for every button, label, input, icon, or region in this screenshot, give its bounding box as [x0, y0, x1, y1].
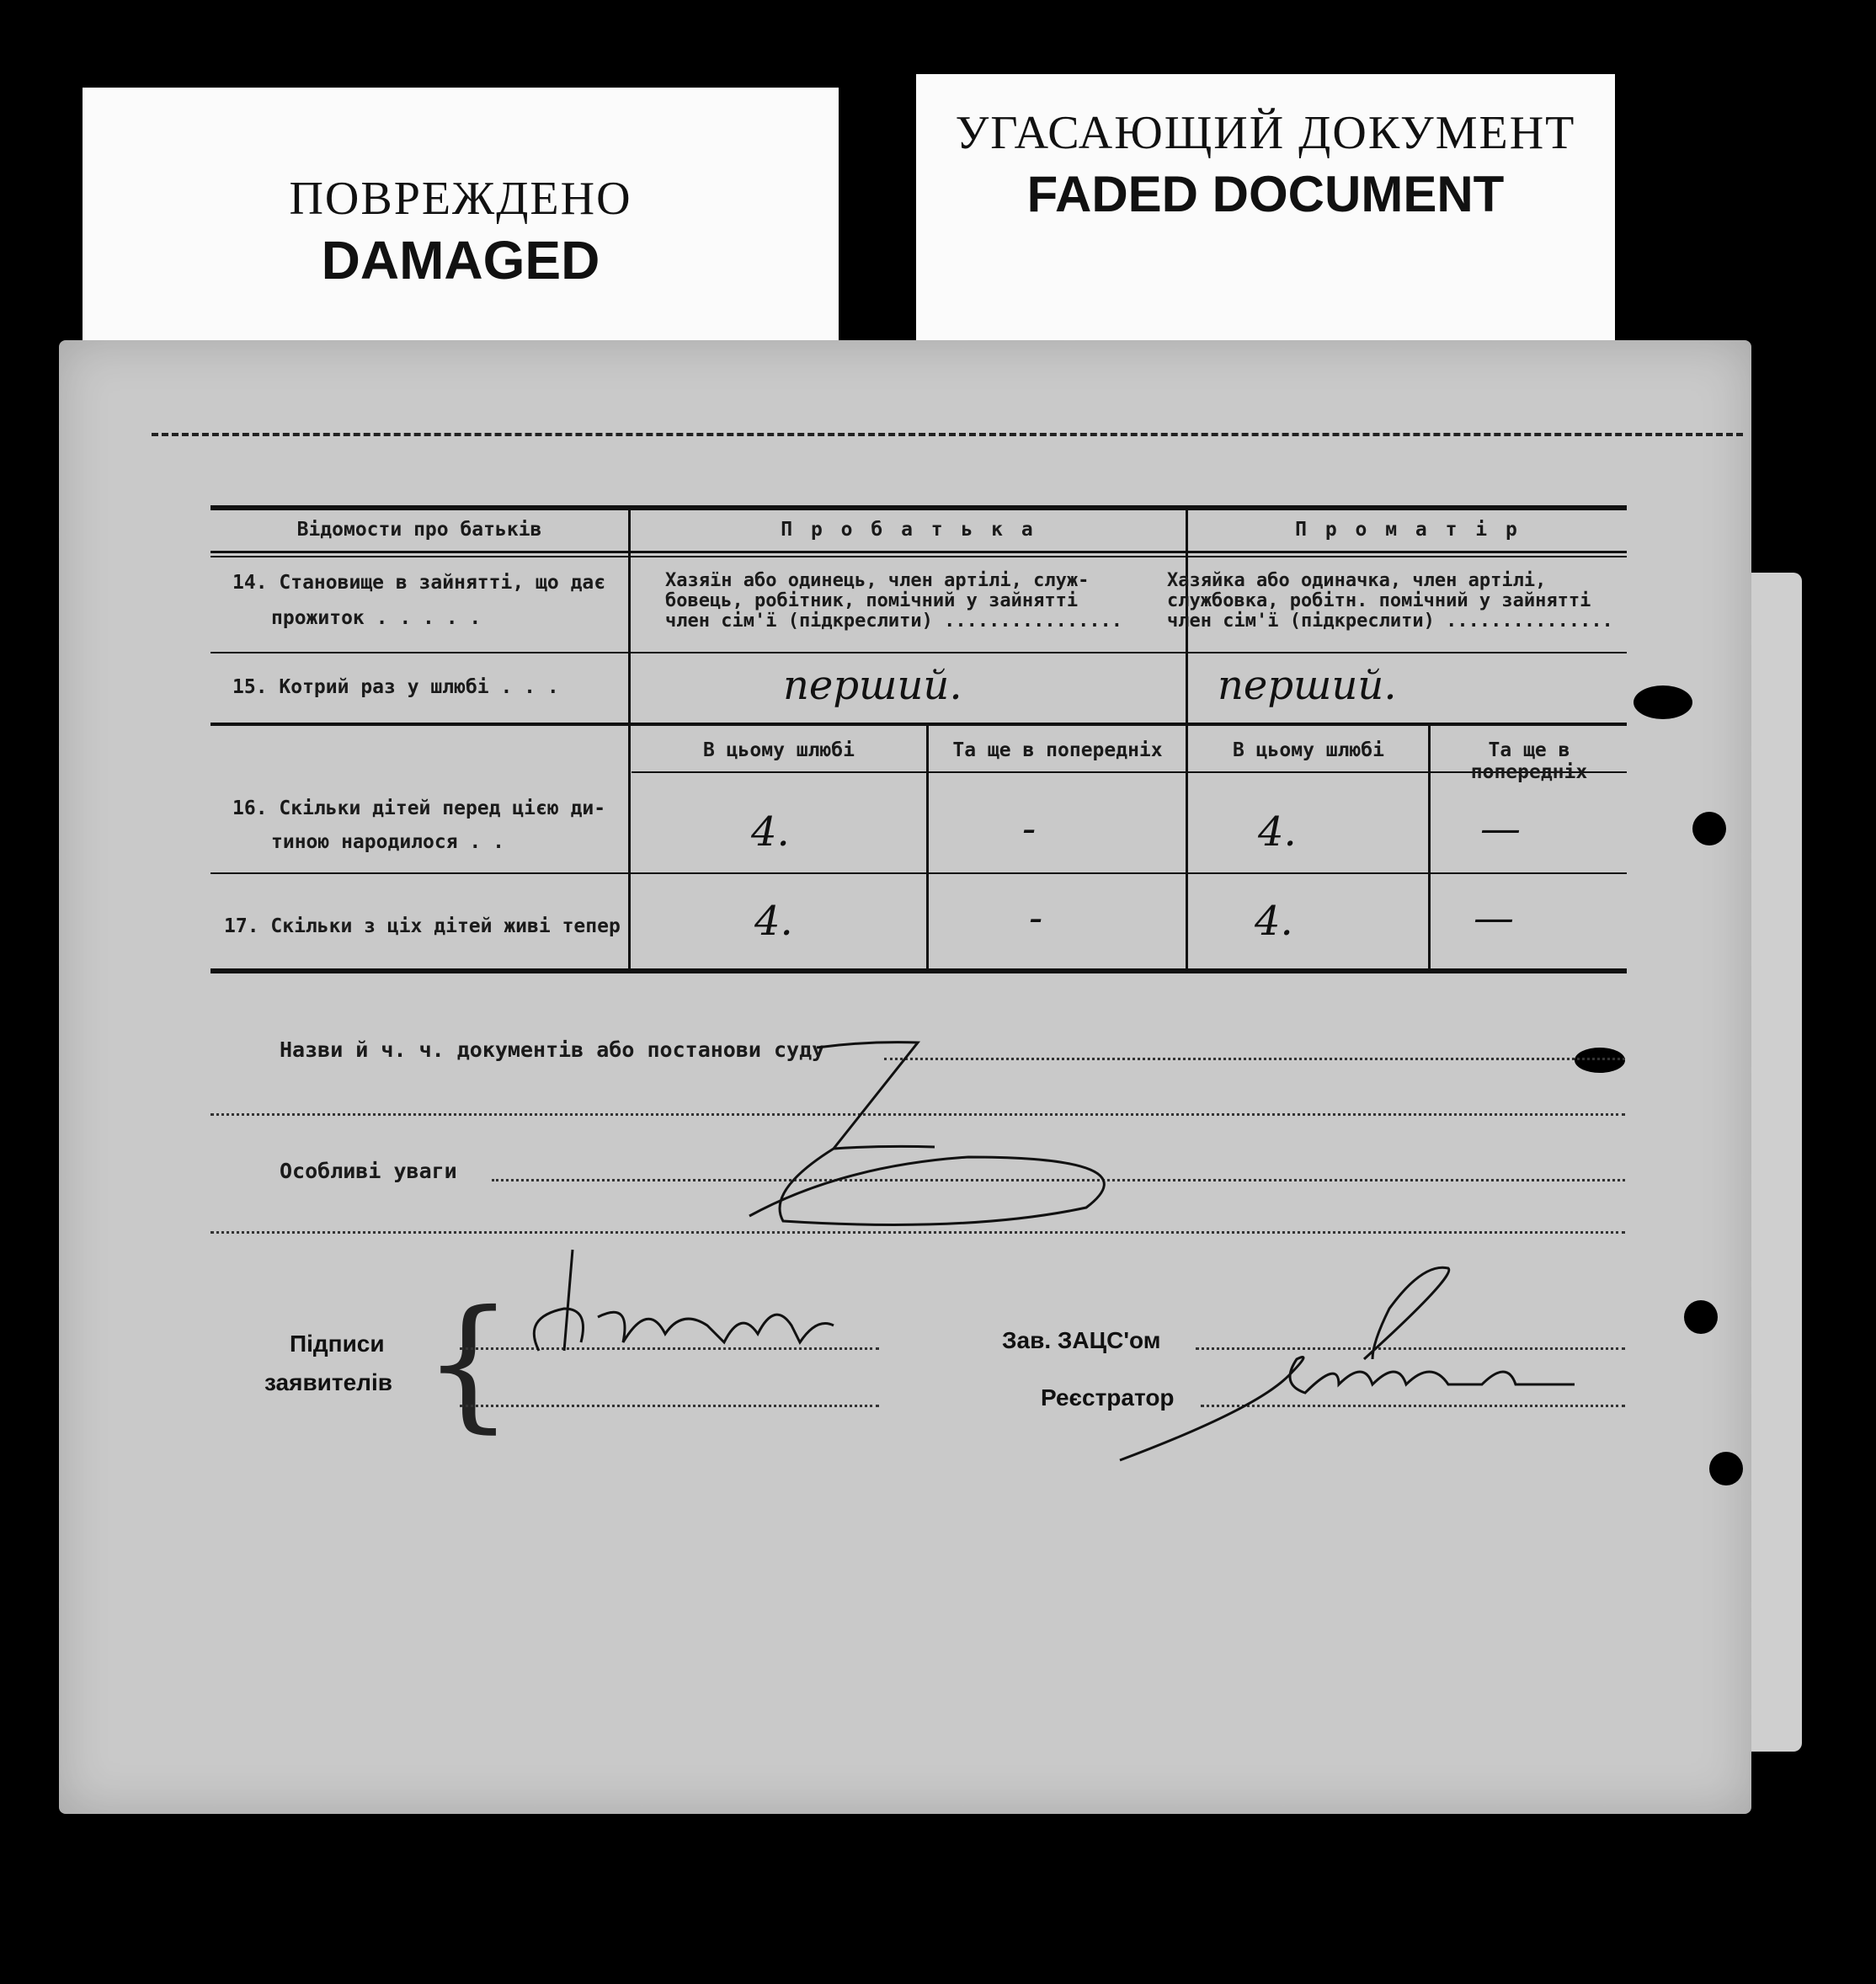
row14-mother-options	[1167, 571, 1613, 632]
damaged-label-en: DAMAGED	[321, 230, 600, 291]
row15-father-value: перший.	[783, 662, 962, 709]
damaged-label-card	[83, 88, 839, 365]
strike-through-mark	[716, 1031, 1187, 1233]
row16-father-prev: -	[1022, 805, 1037, 852]
paper-damage	[1692, 812, 1726, 845]
row15-mother-value: перший.	[1218, 662, 1397, 709]
faded-label-card	[916, 74, 1615, 360]
documents-label: Назви й ч. ч. документів або постанови суду	[280, 1037, 825, 1062]
official-signatures	[1086, 1258, 1608, 1477]
remarks-label: Особливі уваги	[280, 1159, 457, 1183]
paper-damage	[1684, 1300, 1718, 1334]
signatures-brace: {	[423, 1280, 514, 1447]
row14-label-line2: прожиток . . . . .	[271, 607, 482, 629]
subheader-mother-this-marriage: В цьому шлюбі	[1232, 739, 1384, 761]
parents-info-table	[211, 505, 1627, 973]
row17-father-prev: -	[1029, 894, 1043, 941]
signatures-label-line1: Підписи	[290, 1331, 385, 1357]
row14-label-line1: 14. Становище в зайнятті, що дає	[232, 572, 606, 594]
row16-mother-this: 4.	[1258, 808, 1297, 856]
paper-damage	[1575, 1048, 1625, 1073]
row15-label: 15. Котрий раз у шлюбі . . .	[232, 676, 559, 698]
row14-mother-line: Хазяйка або одиначка, член артілі,	[1167, 570, 1547, 591]
row14-father-line: Хазяїн або одинець, член артілі, служ-	[665, 570, 1090, 591]
row16-mother-prev: —	[1480, 805, 1521, 852]
applicant-signature-line-2	[460, 1405, 879, 1407]
head-registry-label: Зав. ЗАЦС'ом	[1002, 1327, 1161, 1353]
signatures-label-line2: заявителів	[264, 1369, 392, 1395]
row16-label-line1: 16. Скільки дітей перед цією ди-	[232, 797, 606, 819]
row14-father-line: член сім'ї (підкреслити) ................	[665, 611, 1123, 632]
header-mother: П р о м а т і р	[1295, 519, 1521, 541]
subheader-mother-previous: Та ще в попередніх	[1470, 739, 1588, 783]
row14-father-options	[665, 571, 1122, 632]
perforation-line	[152, 433, 1743, 436]
row16-father-this: 4.	[751, 808, 790, 856]
row14-father-line: бовець, робітник, помічний у зайнятті	[665, 590, 1079, 611]
paper-damage	[1634, 685, 1692, 719]
header-father: П р о б а т ь к а	[781, 519, 1037, 541]
faded-label-en: FADED DOCUMENT	[1026, 166, 1505, 222]
row17-label: 17. Скільки з ціх дітей живі тепер	[224, 915, 621, 937]
applicant-signature	[514, 1216, 884, 1368]
document-page	[59, 340, 1751, 1814]
subheader-father-previous: Та ще в попередніх	[952, 739, 1163, 761]
row14-mother-line: член сім'ї (підкреслити) ...............	[1167, 611, 1613, 632]
row16-label-line2: тиною народилося . .	[271, 831, 504, 853]
subheader-father-this-marriage: В цьому шлюбі	[702, 739, 855, 761]
registrar-label: Реєстратор	[1041, 1384, 1175, 1411]
paper-damage	[1709, 1452, 1743, 1485]
row17-mother-this: 4.	[1255, 898, 1293, 945]
row17-father-this: 4.	[754, 898, 793, 945]
damaged-label-ru: ПОВРЕЖДЕНО	[289, 173, 632, 225]
row14-mother-line: службовка, робітн. помічний у зайнятті	[1167, 590, 1591, 611]
row17-mother-prev: —	[1474, 894, 1514, 941]
header-parents-info: Відомости про батьків	[296, 519, 542, 541]
faded-label-ru: УГАСАЮЩИЙ ДОКУМЕНТ	[955, 107, 1576, 159]
